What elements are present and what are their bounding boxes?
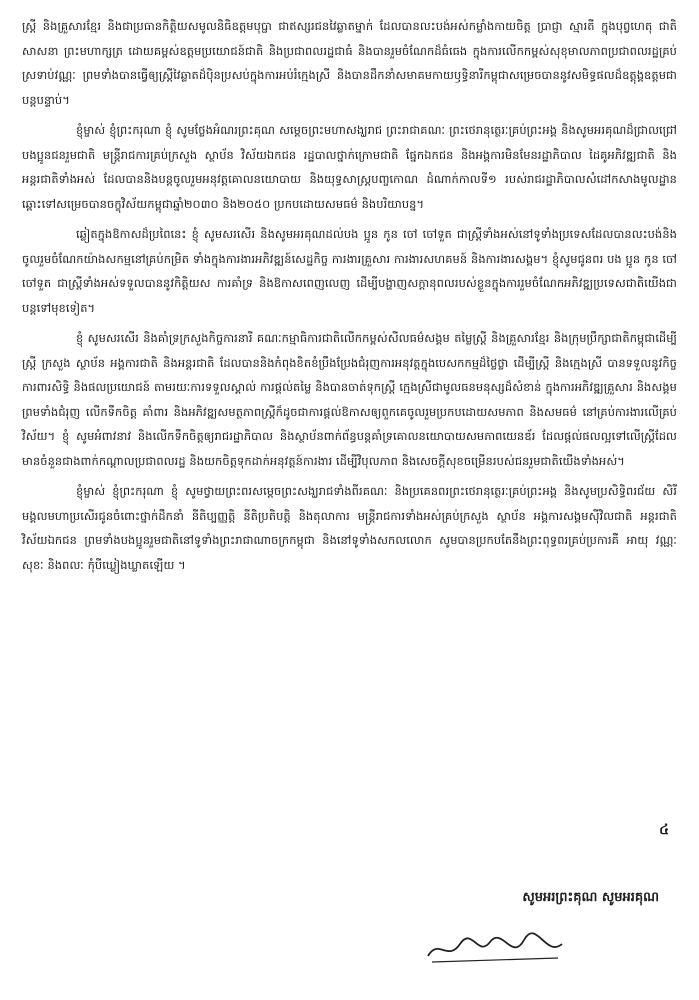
paragraph-3: ឆ្លៀតក្នុងឱកាសដ៏ប្រពៃនេះ ខ្ញុំ សូមសរសើរ និងសូមអរគុណដល់បង ប្អូន កូន ចៅ ចៅទួត ជាស្ត្រីទាំងអស់នៅទូទាំងប្រទេសដែលបានលះបង់និងចូលរួមចំណែកយ៉ាងសកម្មនៅគ្រប់កម្រិត ទាំងក្នុងការងារអភិវឌ្ឍន៍សេដ្ឋកិច្ច ការងារគ្រួសារ ការងារសហគមន៍ និងការងារសង្គម។ ខ្ញុំសូមជូនពរ បង ប្អូន កូន ចៅ ចៅទួត ជាស្ត្រីទាំងអស់ទទួលបាននូវកិត្តិយស ការគាំទ្រ និងឱកាសពេញលេញ ដើម្បីបង្ហាញសក្តានុពលរបស់ខ្លួនក្នុងការរួមចំណែកអភិវឌ្ឍប្រទេសជាតិយើងជាបន្តទៅមុខទៀត។ bbox=[22, 227, 677, 315]
page-number: ៤ bbox=[659, 822, 669, 838]
paragraph-2: ខ្ញុំម្ចាស់ ខ្ញុំព្រះករុណា ខ្ញុំ សូមថ្លែងអំណរព្រះគុណ សម្តេចព្រះមហាសង្ឃរាជ ព្រះរាជាគណៈ ព្រះថេរានុត្ថេរៈគ្រប់ព្រះអង្គ និងសូមអរគុណដ៏ជ្រាលជ្រៅ បងប្អូនជនរួមជាតិ មន្ត្រីរាជការគ្រប់ក្រសួង ស្ថាប័ន វិស័យឯកជន រដ្ឋបាលថ្នាក់ក្រោមជាតិ ផ្នែកឯកជន និងអង្គការមិនមែនរដ្ឋាភិបាល ដៃគូអភិវឌ្ឍជាតិ និងអន្តរជាតិទាំងអស់ ដែលបាននិងបន្តចូលរួមអនុវត្តគោលនយោបាយ និងយុទ្ធសាស្ត្របញ្ចកោណ ដំណាក់កាលទី១ របស់រាជរដ្ឋាភិបាលសំដៅកសាងមូលដ្ឋានឆ្ពោះទៅសម្រេចបានចក្ខុវិស័យកម្ពុជាឆ្នាំ២០៣០ និង២០៥០ ប្រកបដោយសមធម៌ និងបរិយាបន្ន។ bbox=[22, 123, 677, 211]
signature bbox=[420, 918, 570, 968]
paragraph-5: ខ្ញុំម្ចាស់ ខ្ញុំព្រះករុណា ខ្ញុំ សូមថ្វាយព្រះពរសម្តេចព្រះសង្ឃរាជទាំងពីរគណៈ និងប្រគេនពរព្រះថេរានុត្ថេរៈគ្រប់ព្រះអង្គ និងសូមប្រសិទ្ធិពរជ័យ សិរីមង្គលមហាប្រសើរជូនចំពោះថ្នាក់ដឹកនាំ នីតិប្បញ្ញត្តិ នីតិប្រតិបត្តិ និងតុលាការ មន្ត្រីរាជការទាំងអស់គ្រប់ក្រសួង ស្ថាប័ន អង្គការសង្គមស៊ីវិលជាតិ អន្តរជាតិ វិស័យឯកជន ព្រមទាំងបងប្អូនរួមជាតិនៅទូទាំងព្រះរាជាណាចក្រកម្ពុជា និងនៅទូទាំងសកលលោក សូមបានប្រកបតែនឹងព្រះពុទ្ធពរគ្រប់ប្រការគឺ អាយុ វណ្ណៈ សុខៈ និងពលៈ កុំបីឃ្លៀងឃ្លាតឡើយ ។ bbox=[22, 484, 677, 572]
paragraph-4: ខ្ញុំ សូមសរសើរ និងគាំទ្រក្រសួងកិច្ចការនារី គណៈកម្មាធិការជាតិលើកកម្ពស់សីលធម៌សង្គម តម្លៃស្ត្រី និងគ្រួសារខ្មែរ និងក្រុមប្រឹក្សាជាតិកម្ពុជាដើម្បីស្ត្រី ក្រសួង ស្ថាប័ន អង្គការជាតិ និងអន្តរជាតិ ដែលបាននិងកំពុងខិតខំប្រឹងប្រែងជំរុញការអនុវត្តក្នុងបេសកកម្មដ៏ថ្លៃថ្លា ដើម្បីស្ត្រី និងក្មេងស្រី បានទទួលនូវកិច្ចការពារសិទ្ធិ និងផលប្រយោជន៍ តាមរយៈការទទួលស្គាល់ ការផ្តល់តម្លៃ និងបានចាត់ទុកស្ត្រី ក្មេងស្រីជាមូលធនមនុស្សដ៏សំខាន់ ក្នុងការអភិវឌ្ឍគ្រួសារ និងសង្គម ព្រមទាំងជំរុញ លើកទឹកចិត្ត គាំពារ និងអភិវឌ្ឍសមត្ថភាពស្ត្រីក៏ដូចជាការផ្តល់ឱកាសឲ្យពួកគេចូលរួមប្រកបដោយសមភាព និងសមធម៌ នៅគ្រប់ការងារលើគ្រប់វិស័យ។ ខ្ញុំ សូមអំពាវនាវ និងលើកទឹកចិត្តឲ្យរាជរដ្ឋាភិបាល និងស្ថាប័នពាក់ព័ន្ធបន្តគាំទ្រគោលនយោបាយសមភាពយេនឌ័រ ដែលផ្តល់ផលល្អទៅលើស្ត្រីដែលមានចំនួនជាងពាក់កណ្តាលប្រជាពលរដ្ឋ និងយកចិត្តទុកដាក់អនុវត្តន៍ការងារ ដើម្បីវិបុលភាព និងសេចក្តីសុខចម្រើនរបស់ជនរួមជាតិយើងទាំងអស់។ bbox=[22, 331, 677, 468]
paragraph-1: ស្ត្រី និងគ្រួសារខ្មែរ និងជាប្រធានកិត្តិយសមូលនិធិឧត្តមបុប្ផា ជាឥស្សរជនវៃឆ្លាតម្នាក់ ដែលបានលះបង់អស់កម្លាំងកាយចិត្ត ប្រាជ្ញា ស្មារតី ក្នុងបុព្វហេតុ ជាតិ សាសនា ព្រះមហាក្សត្រ ដោយគម្ពស់ឧត្តមប្រយោជន៍ជាតិ និងប្រជាពលរដ្ឋជាធំ និងបានរួមចំណែកដ៏ធំធេង ក្នុងការលើកកម្ពស់សុខុមាលភាពប្រជាពលរដ្ឋគ្រប់ស្រទាប់វណ្ណៈ ព្រមទាំងបានធ្វើឲ្យស្ត្រីវៃឆ្លាតដ៏ប៉ិនប្រសប់ក្នុងការអប់រំក្មេងស្រី និងបានដឹកនាំសមាគមកាយឫទ្ធិនារីកម្ពុជាសម្រេចបាននូវសមិទ្ធផលដ៏ឧត្តុង្គឧត្តមជាបន្តបន្ទាប់។ bbox=[22, 19, 677, 107]
letter-body bbox=[22, 14, 677, 583]
closing-thanks: សូមអរព្រះគុណ សូមអរគុណ bbox=[522, 890, 659, 905]
